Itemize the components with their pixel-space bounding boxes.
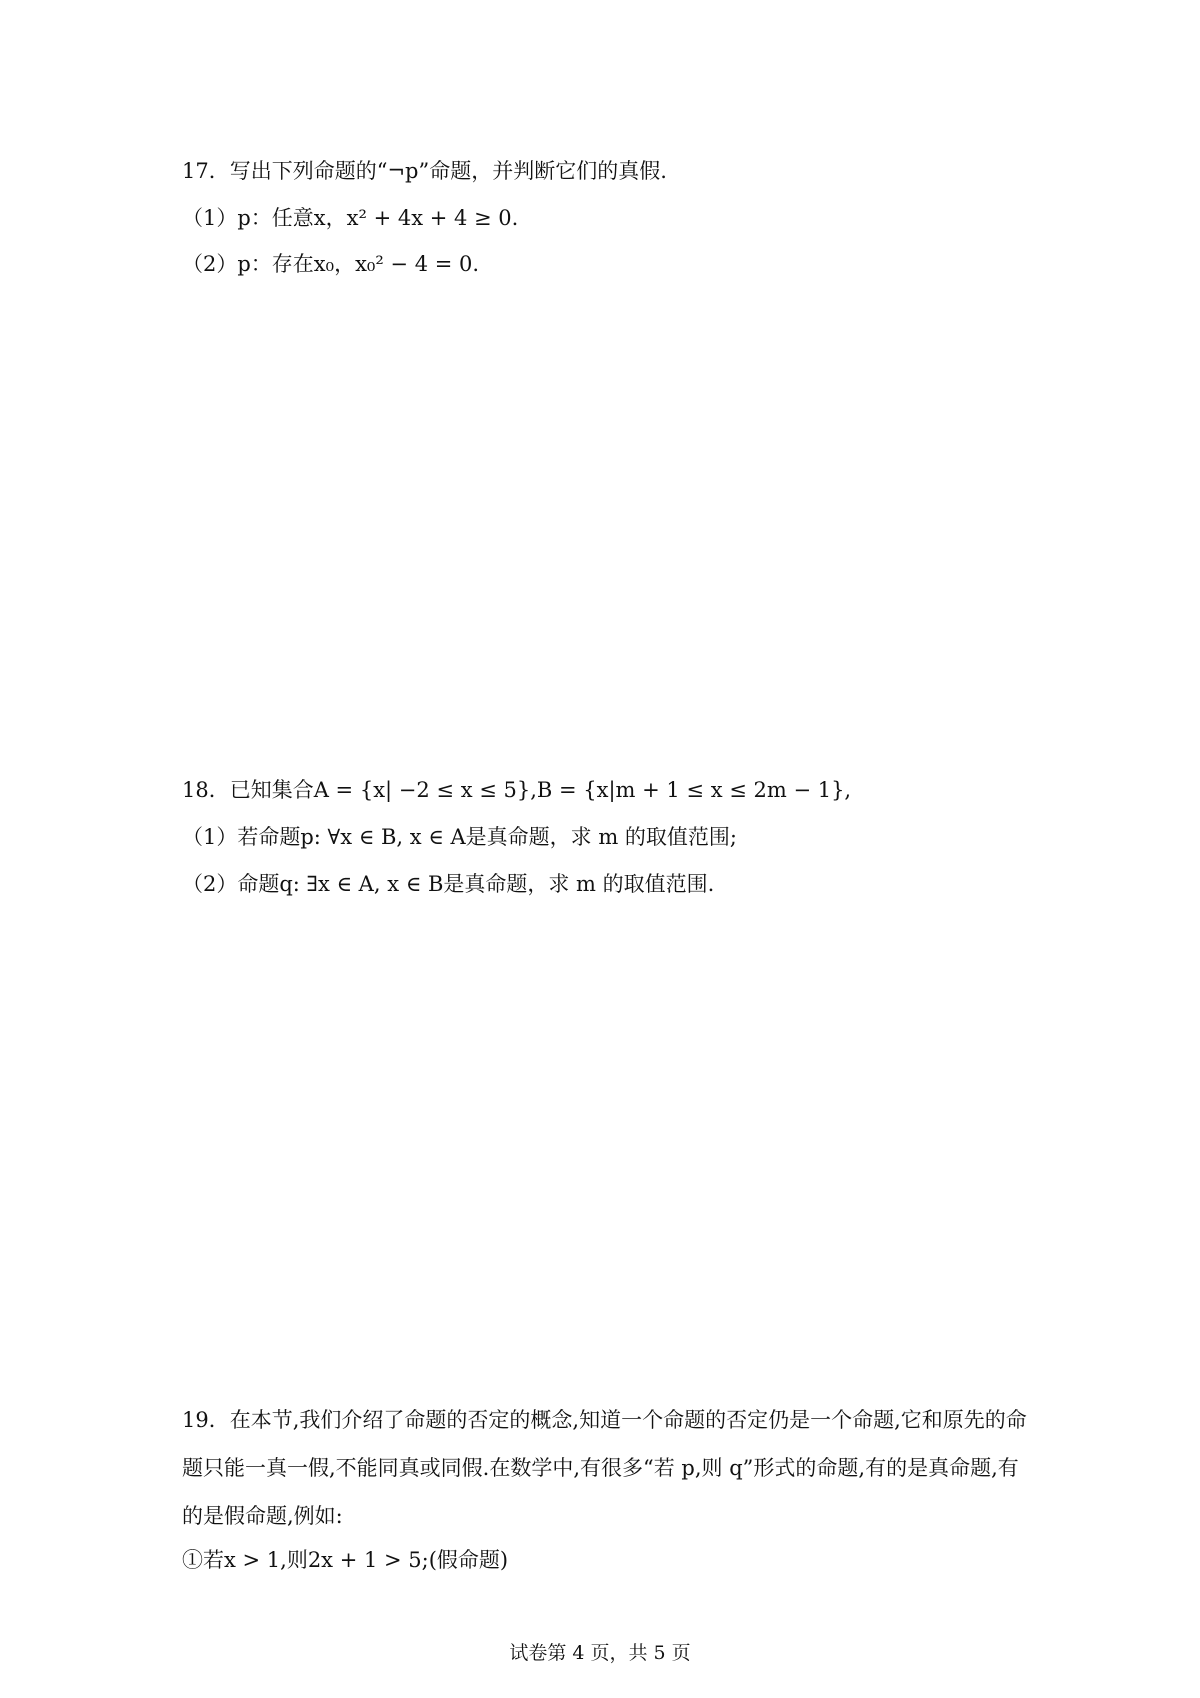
q17-part-2: （2）p：存在x₀，x₀² − 4 = 0. [182,252,480,276]
q18-stem: 18．已知集合A = {x| −2 ≤ x ≤ 5},B = {x|m + 1 ≤ x ≤ 2m − 1}, [182,778,852,802]
q18-part-2: （2）命题q: ∃x ∈ A, x ∈ B是真命题，求 m 的取值范围. [182,872,715,896]
q19-example-1: ①若x > 1,则2x + 1 > 5;(假命题) [182,1548,509,1572]
q19-paragraph: 19．在本节,我们介绍了命题的否定的概念,知道一个命题的否定仍是一个命题,它和原先的命题只能一真一假,不能同真或同假.在数学中,有很多“若 p,则 q”形式的命题,有的是真命题,有的是假命题,例如: [182,1408,1027,1528]
q17-part-1: （1）p：任意x，x² + 4x + 4 ≥ 0. [182,206,519,230]
q18-part-1: （1）若命题p: ∀x ∈ B, x ∈ A是真命题，求 m 的取值范围; [182,825,737,849]
page-footer: 试卷第 4 页，共 5 页 [509,1642,691,1664]
q17-stem: 17．写出下列命题的“¬p”命题，并判断它们的真假. [182,159,667,183]
